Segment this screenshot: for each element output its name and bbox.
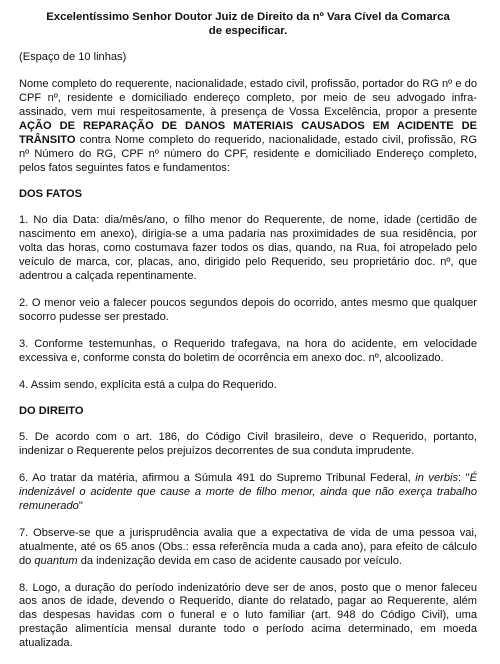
action-title: AÇÃO DE REPARAÇÃO DE DANOS MATERIAIS CAUSADOS EM ACIDENTE DE TRÂNSITO [19, 119, 477, 146]
title-line-1: Excelentíssimo Senhor Doutor Juiz de Direito da nº Vara Cível da Comarca [46, 11, 450, 23]
intro-paragraph [19, 78, 477, 175]
paragraph-5: 5. De acordo com o art. 186, do Código Civil brasileiro, deve o Requerido, portanto, indenizar o Requerente pelos prejuízos decorrentes de sua conduta imprudente. [19, 431, 477, 458]
paragraph-2: 2. O menor veio a falecer poucos segundos depois do ocorrido, antes mesmo que qualquer socorro pudesse ser prestado. [19, 296, 477, 323]
paragraph-7 [19, 527, 477, 569]
paragraph-6-part2: : " [458, 472, 470, 485]
section-heading-fatos: DOS FATOS [19, 188, 83, 201]
paragraph-7-part2: da indenização devida em caso de acidente causado por veículo. [77, 554, 403, 567]
paragraph-6 [19, 472, 477, 514]
spacing-note: (Espaço de 10 linhas) [19, 51, 127, 64]
title-line-2: de especificar. [208, 24, 288, 37]
intro-text-part1: Nome completo do requerente, nacionalidade, estado civil, profissão, portador do RG nº e do CPF nº, residente e domiciliado endereço completo, por meio de seu advogado infra-assinado, vem mui respeitosamente, à presença de Vossa Excelência, propor a presente [19, 78, 477, 118]
section-heading-direito: DO DIREITO [19, 405, 84, 418]
sumula-quote: É indenizável o acidente que cause a morte de filho menor, ainda que não exerça trabalho remunerado [19, 472, 477, 512]
document-title [19, 11, 477, 38]
intro-text-part2: contra Nome completo do requerido, nacionalidade, estado civil, profissão, RG nº Número do RG, CPF nº número do CPF, residente e domiciliado Endereço completo, pelos fatos seguintes fatos e fundamentos: [19, 133, 477, 174]
paragraph-6-part1: 6. Ao tratar da matéria, afirmou a Súmula 491 do Supremo Tribunal Federal, [19, 472, 416, 485]
paragraph-6-part3: " [78, 499, 83, 512]
paragraph-7-latin-term: quantum [34, 554, 78, 567]
paragraph-8: 8. Logo, a duração do período indenizatório deve ser de anos, posto que o menor faleceu aos anos de idade, devendo o Requerido, diante do relatado, pagar ao Requerente, além das despesas havidas com o funeral e o luto familiar (art. 948 do Código Civil), uma prestação alimentícia mensal durante todo o período acima determinado, em moeda atualizada. [19, 581, 477, 650]
paragraph-6-latin-term: in verbis [415, 472, 459, 485]
paragraph-3: 3. Conforme testemunhas, o Requerido trafegava, na hora do acidente, em velocidade excessiva e, conforme consta do boletim de ocorrência em anexo doc. nº, alcoolizado. [19, 337, 477, 364]
paragraph-1: 1. No dia Data: dia/mês/ano, o filho menor do Requerente, de nome, idade (certidão de nascimento em anexo), dirigia-se a uma padaria nas proximidades de sua residência, por volta das horas, como costumava fazer todos os dias, quando, na Rua, foi atropelado pelo veículo de marca, cor, placas, ano, dirigido pelo Requerido, seu proprietário doc. nº, que adentrou a calçada repentinamente. [19, 214, 477, 282]
paragraph-7-part1: 7. Observe-se que a jurisprudência avalia que a expectativa de vida de uma pessoa vai, atualmente, até os 65 anos (Obs.: essa referência muda a cada ano), para efeito de cálculo do [19, 526, 477, 567]
document-page [19, 11, 477, 664]
paragraph-4: 4. Assim sendo, explícita está a culpa do Requerido. [19, 378, 277, 391]
